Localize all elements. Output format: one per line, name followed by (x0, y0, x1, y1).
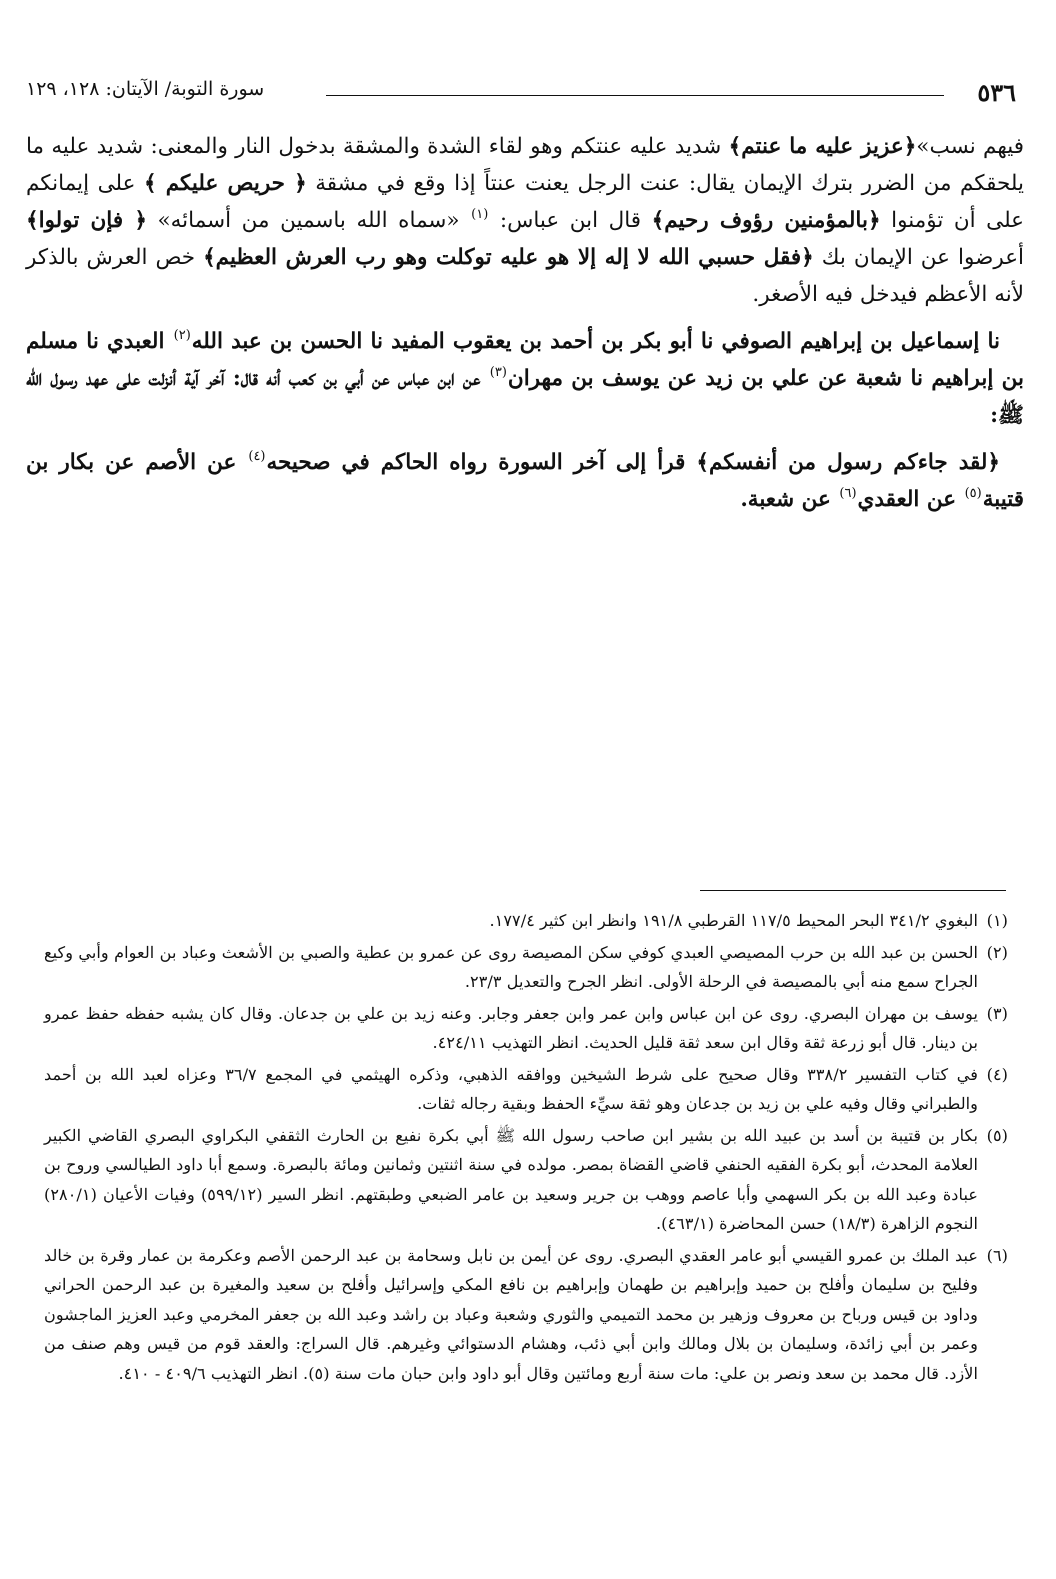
paragraph-hadith (26, 444, 1024, 518)
footnote-item (44, 938, 1008, 997)
header-rule (326, 95, 944, 96)
text-span: قال ابن عباس: (489, 208, 652, 233)
running-header (26, 78, 1016, 112)
paragraph-tafsir (26, 128, 1024, 313)
footnote-item (44, 999, 1008, 1058)
footnote-number: (٣) (986, 1003, 1008, 1023)
text-span: خص العرش بالذكر لأنه الأعظم فيدخل فيه الأصغر. (26, 245, 1024, 307)
footnote-number: (٤) (986, 1064, 1008, 1084)
footnote-item (44, 906, 1008, 936)
footnote-item (44, 1121, 1008, 1239)
footnote-number: (٥) (986, 1125, 1008, 1145)
footnote-ref: (٤) (248, 449, 266, 464)
footnote-number: (١) (986, 911, 1008, 930)
verse-quote: ﴿فقل حسبي الله لا إله إلا هو عليه توكلت وهو رب العرش العظيم﴾ (203, 245, 814, 270)
surah-title: سورة التوبة/ الآيتان: ١٢٨، ١٢٩ (26, 78, 265, 100)
verse-quote: ﴿ حريص عليكم ﴾ (143, 171, 307, 196)
hadith-text: ﴿لقد جاءكم رسول من أنفسكم﴾ قرأ إلى آخر السورة رواه الحاكم في صحيحه (266, 450, 1001, 475)
text-span: أعرضوا عن الإيمان بك (813, 245, 1024, 270)
footnote-separator (700, 890, 1006, 891)
footnote-number: (٦) (986, 1245, 1008, 1265)
footnote-item (44, 1060, 1008, 1119)
footnote-text: في كتاب التفسير ٣٣٨/٢ وقال صحيح على شرط الشيخين ووافقه الذهبي، وذكره الهيثمي في المجمع ٣٦/٧ وعزاه لعبد الله بن أحمد والطبراني وقال وفيه علي بن زيد بن جدعان وهو ثقة سيِّء الحفظ وبقية رجاله ثقات. (44, 1064, 978, 1113)
isnad-text: عن ابن عباس عن أبي بن كعب أنه قال: آخر آية أنزلت على عهد رسول الله ﷺ: (26, 366, 1024, 428)
hadith-text: عن العقدي (857, 487, 964, 512)
footnote-text: الحسن بن عبد الله بن حرب المصيصي العبدي كوفي سكن المصيصة روى عن عمرو بن عطية والصبي بن الأشعث وعباد بن العوام وأبي وكيع الجراح سمع منه أبي بالمصيصة في الرحلة الأولى. انظر الجرح والتعديل ٢٣/٣. (44, 942, 978, 991)
footnote-ref: (٦) (839, 486, 857, 501)
hadith-text: عن شعبة. (740, 487, 839, 512)
footnote-text: يوسف بن مهران البصري. روى عن ابن عباس وابن عمر وابن جعفر وجابر. وعنه زيد بن علي بن جدعان. وقال كان يشبه حفظه حفظ عمرو بن دينار. قال أبو زرعة ثقة وقال ابن سعد ثقة قليل الحديث. انظر التهذيب ٤٢٤/١١. (44, 1003, 978, 1052)
isnad-text: العبدي نا مسلم بن إبراهيم نا شعبة عن علي بن زيد عن يوسف بن مهران (26, 329, 1024, 391)
footnote-number: (٢) (986, 942, 1008, 962)
footnote-text: عبد الملك بن عمرو القيسي أبو عامر العقدي البصري. روى عن أيمن بن نابل وسحامة بن عبد الرحمن الأصم وعكرمة بن عمار وقرة بن خالد وفليح بن سليمان وأفلح بن حميد وإبراهيم بن طهمان وإبراهيم بن نافع المكي وإسرائيل وأفلح بن سعيد والمغيرة بن عبد الرحمن الحراني وداود بن قيس ورباح بن معروف وزهير بن محمد التميمي والثوري وشعبة وعباد بن راشد وعبد الله بن جعفر المخرمي وعبد العزيز الماجشون وعمر بن أبي زائدة، وسليمان بن بلال ومالك وابن أبي ذئب، وهشام الدستوائي وغيرهم. قال السراج: والعقد قوم من قيس وهم صنف من الأزد. قال محمد بن سعد ونصر بن علي: مات سنة أربع ومائتين وقال أبو داود وابن حبان مات سنة (٥). انظر التهذيب ٤٠٩/٦ - ٤١٠. (44, 1245, 979, 1383)
verse-quote: ﴿عزيز عليه ما عنتم﴾ (728, 134, 917, 159)
verse-quote: ﴿بالمؤمنين رؤوف رحيم﴾ (651, 208, 881, 233)
footnote-ref: (٢) (173, 328, 191, 343)
verse-quote: ﴿ فإن تولوا﴾ (26, 208, 147, 233)
paragraph-isnad (26, 323, 1024, 434)
footnote-ref: (٥) (964, 486, 982, 501)
text-span: «سماه الله باسمين من أسمائه» (146, 208, 471, 233)
text-span: فيهم نسب» (916, 134, 1025, 159)
hadith-text: عن الأصم عن بكار بن قتيبة (26, 450, 1024, 512)
main-text (26, 128, 1024, 528)
page-number: ٥٣٦ (977, 78, 1016, 107)
footnote-item (44, 1241, 1008, 1389)
footnote-ref: (٣) (489, 365, 507, 380)
text-span: شديد عليه عنتكم وهو لقاء الشدة والمشقة بدخول النار والمعنى: شديد عليه ما يلحقكم من الضرر بترك الإيمان يقال: عنت الرجل يعنت عنتاً إذا وقع في مشقة (26, 134, 1025, 196)
text-span: على إيمانكم على أن تؤمنوا (26, 171, 1025, 233)
footnote-ref: (١) (471, 207, 489, 222)
footnote-text: البغوي ٣٤١/٢ البحر المحيط ١١٧/٥ القرطبي ١٩١/٨ وانظر ابن كثير ١٧٧/٤. (489, 911, 978, 930)
footnote-text: بكار بن قتيبة بن أسد بن عبيد الله بن بشير ابن صاحب رسول الله ﷺ أبي بكرة نفيع بن الحارث الثقفي البكراوي البصري القاضي الكبير العلامة المحدث، أبو بكرة الفقيه الحنفي قاضي القضاة بمصر. مولده في سنة اثنتين وثمانين ومائة بالبصرة. وسمع أبا داود الطيالسي وروح بن عبادة وعبد الله بن بكر السهمي وأبا عاصم ووهب بن جرير وسعيد بن عامر الضبعي وطبقتهم. انظر السير (٥٩٩/١٢) وفيات الأعيان (٢٨٠/١) النجوم الزاهرة (١٨/٣) حسن المحاضرة (٤٦٣/١). (44, 1125, 978, 1233)
isnad-text: نا إسماعيل بن إبراهيم الصوفي نا أبو بكر بن أحمد بن يعقوب المفيد نا الحسن بن عبد الله (191, 329, 1000, 354)
footnotes (44, 906, 1008, 1390)
